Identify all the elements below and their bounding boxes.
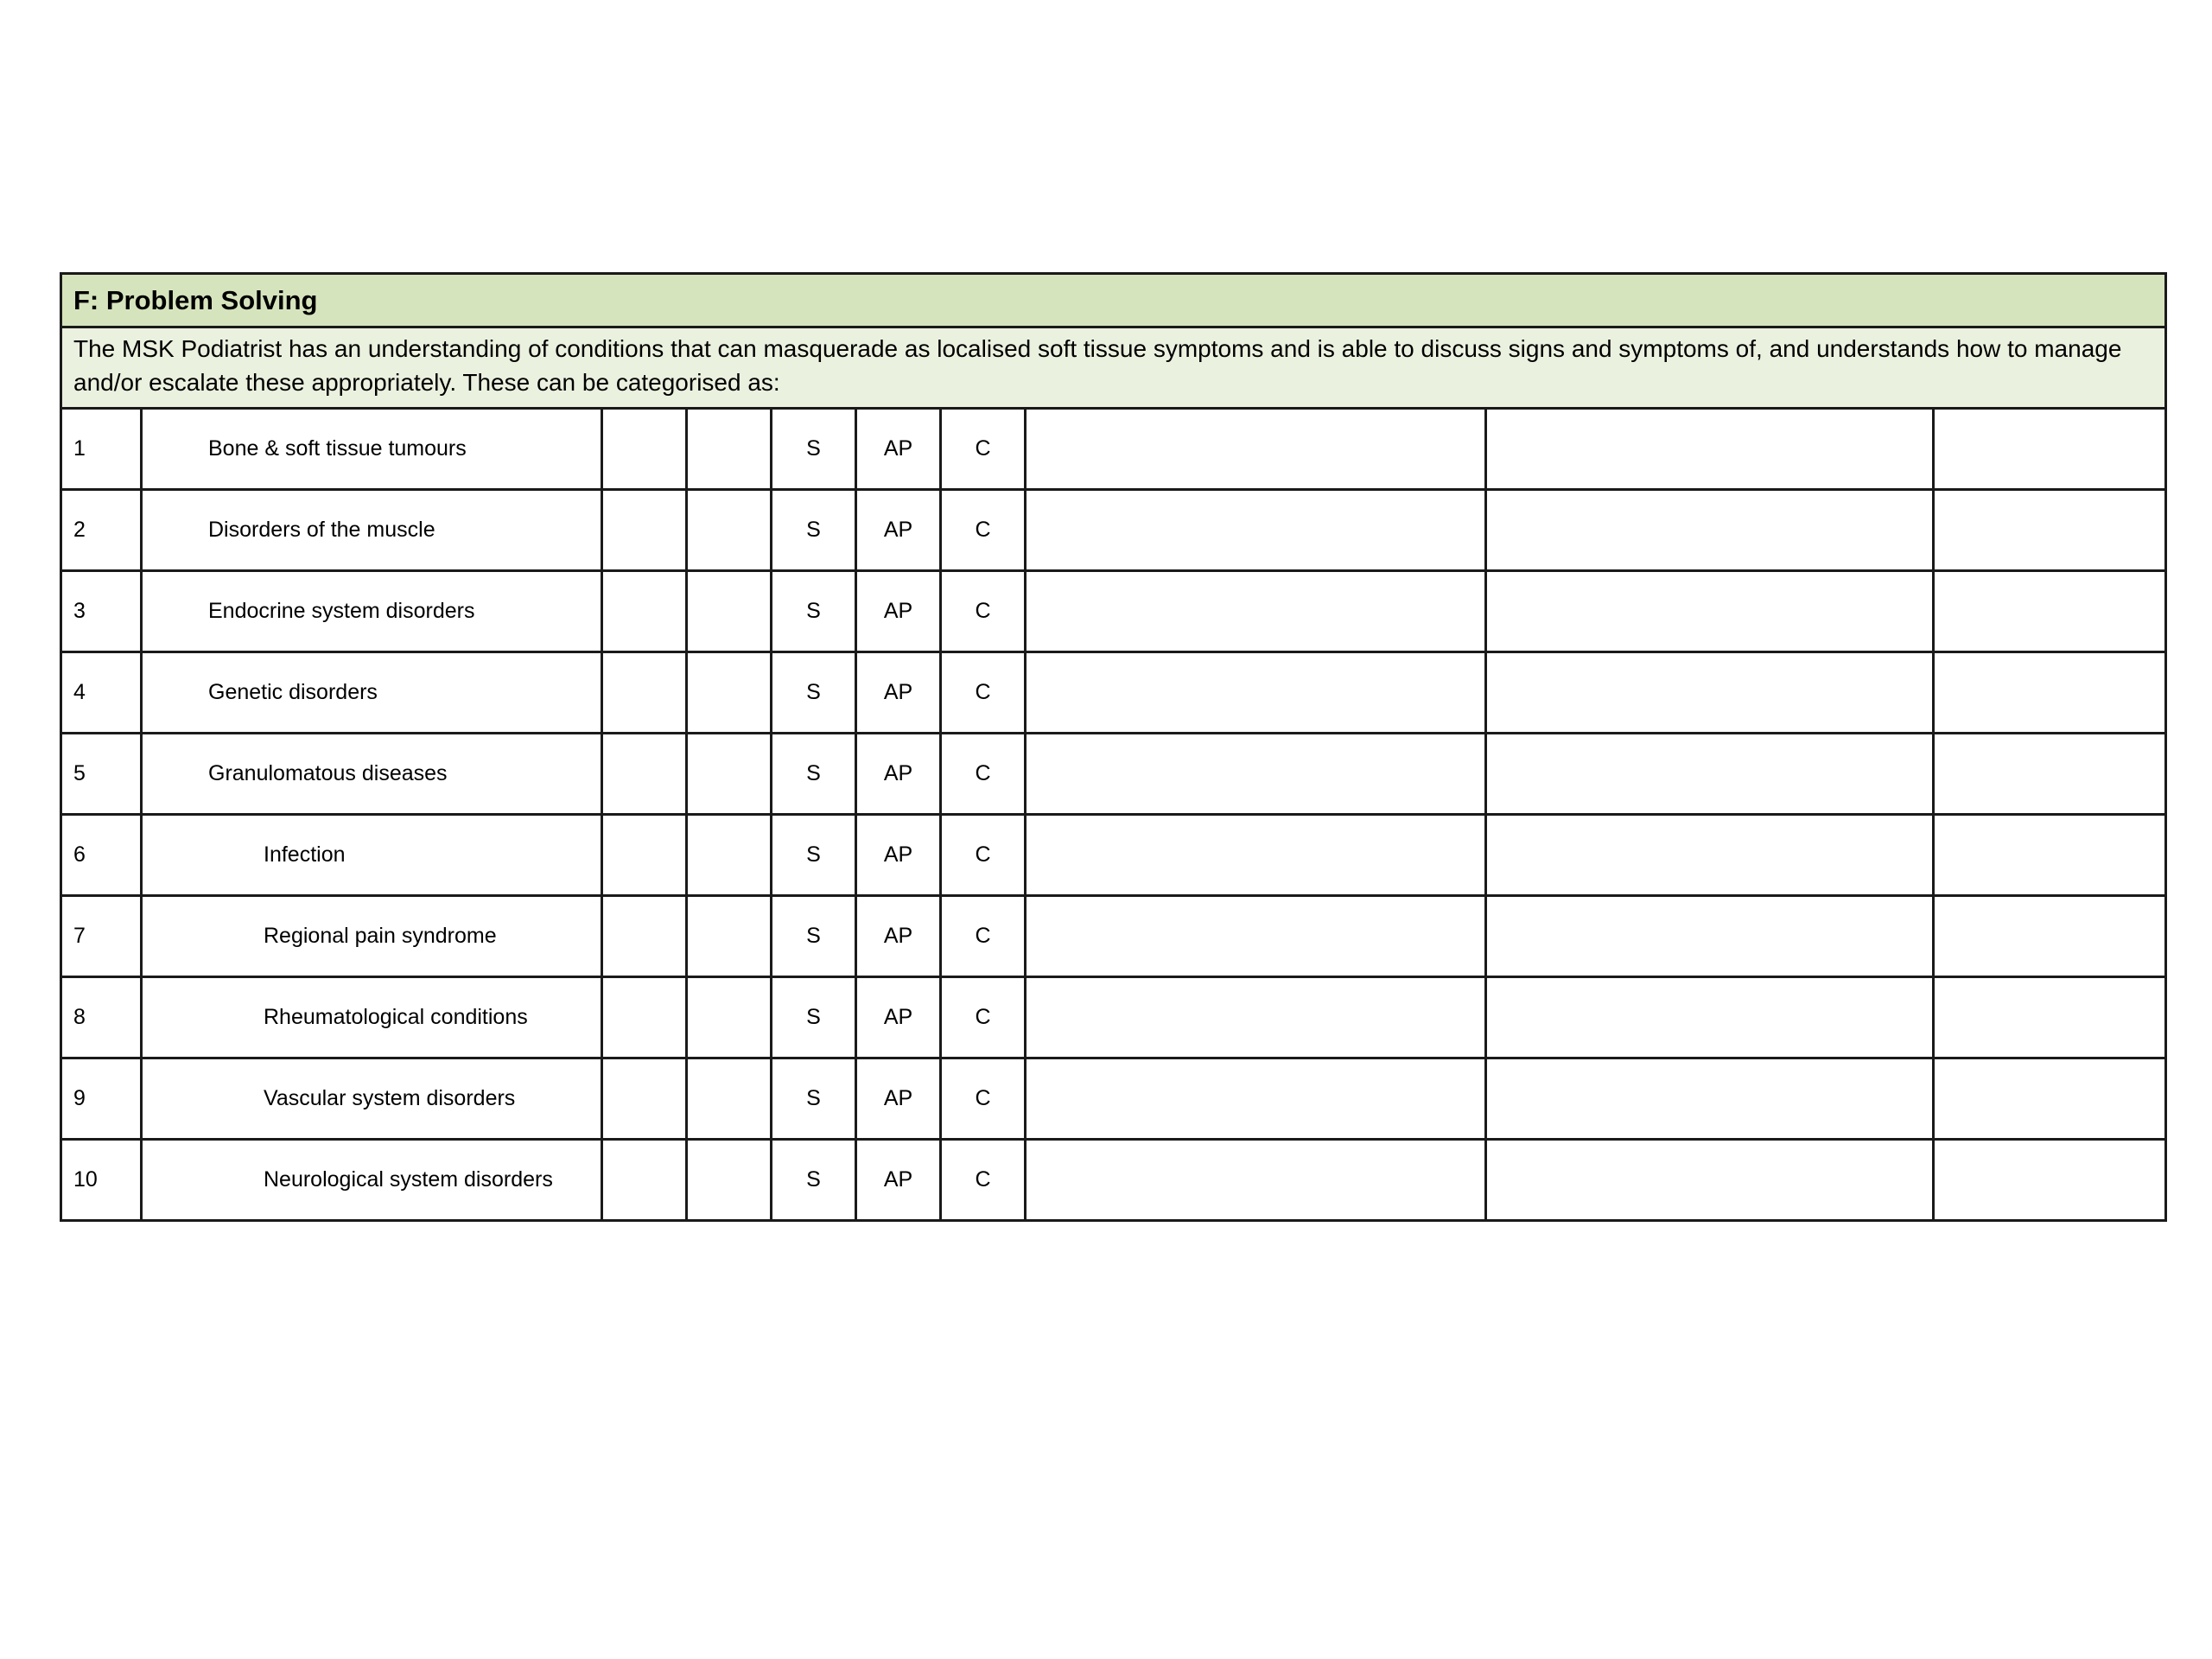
evidence-cell[interactable] [1026,409,1486,490]
blank-cell[interactable] [687,1058,772,1140]
row-number: 5 [61,734,142,815]
evidence-cell[interactable] [1026,571,1486,652]
notes-cell[interactable] [1486,490,1934,571]
evidence-cell[interactable] [1026,977,1486,1058]
blank-cell[interactable] [602,1058,687,1140]
blank-cell[interactable] [602,409,687,490]
condition-label: Neurological system disorders [142,1140,602,1221]
blank-cell[interactable] [687,815,772,896]
competency-table [60,272,2167,1222]
blank-cell[interactable] [687,1140,772,1221]
level-s[interactable]: S [772,571,856,652]
blank-cell[interactable] [687,571,772,652]
notes-cell[interactable] [1486,815,1934,896]
section-description-row [61,327,2166,409]
signoff-cell[interactable] [1934,815,2166,896]
row-number: 1 [61,409,142,490]
level-ap[interactable]: AP [856,896,941,977]
level-c[interactable]: C [941,896,1026,977]
notes-cell[interactable] [1486,1140,1934,1221]
condition-label: Bone & soft tissue tumours [142,409,602,490]
level-ap[interactable]: AP [856,977,941,1058]
evidence-cell[interactable] [1026,652,1486,734]
row-number: 8 [61,977,142,1058]
condition-label: Disorders of the muscle [142,490,602,571]
section-title-row [61,274,2166,327]
blank-cell[interactable] [602,490,687,571]
blank-cell[interactable] [602,815,687,896]
condition-label: Regional pain syndrome [142,896,602,977]
signoff-cell[interactable] [1934,409,2166,490]
notes-cell[interactable] [1486,896,1934,977]
blank-cell[interactable] [602,977,687,1058]
condition-label: Endocrine system disorders [142,571,602,652]
table-row [61,734,2166,815]
blank-cell[interactable] [602,652,687,734]
level-ap[interactable]: AP [856,409,941,490]
level-c[interactable]: C [941,977,1026,1058]
section-description: The MSK Podiatrist has an understanding of conditions that can masquerade as localised soft tissue symptoms and is able to discuss signs and symptoms of, and understands how to manage and/or escalate these appropriately. These can be categorised as: [61,327,2166,409]
blank-cell[interactable] [687,896,772,977]
level-c[interactable]: C [941,734,1026,815]
signoff-cell[interactable] [1934,652,2166,734]
blank-cell[interactable] [687,734,772,815]
evidence-cell[interactable] [1026,490,1486,571]
blank-cell[interactable] [687,409,772,490]
blank-cell[interactable] [687,977,772,1058]
condition-label: Vascular system disorders [142,1058,602,1140]
level-s[interactable]: S [772,734,856,815]
notes-cell[interactable] [1486,652,1934,734]
evidence-cell[interactable] [1026,1058,1486,1140]
level-s[interactable]: S [772,490,856,571]
row-number: 2 [61,490,142,571]
table-row [61,896,2166,977]
row-number: 7 [61,896,142,977]
level-c[interactable]: C [941,409,1026,490]
condition-label: Infection [142,815,602,896]
notes-cell[interactable] [1486,409,1934,490]
blank-cell[interactable] [687,652,772,734]
blank-cell[interactable] [602,571,687,652]
level-ap[interactable]: AP [856,1058,941,1140]
table-row [61,1140,2166,1221]
blank-cell[interactable] [602,896,687,977]
level-s[interactable]: S [772,409,856,490]
row-number: 6 [61,815,142,896]
notes-cell[interactable] [1486,734,1934,815]
level-c[interactable]: C [941,571,1026,652]
row-number: 10 [61,1140,142,1221]
level-s[interactable]: S [772,977,856,1058]
evidence-cell[interactable] [1026,815,1486,896]
competency-sheet [60,272,2164,1222]
signoff-cell[interactable] [1934,1058,2166,1140]
row-number: 4 [61,652,142,734]
notes-cell[interactable] [1486,977,1934,1058]
level-ap[interactable]: AP [856,734,941,815]
condition-label: Genetic disorders [142,652,602,734]
table-row [61,571,2166,652]
level-c[interactable]: C [941,490,1026,571]
notes-cell[interactable] [1486,571,1934,652]
evidence-cell[interactable] [1026,734,1486,815]
level-s[interactable]: S [772,1140,856,1221]
blank-cell[interactable] [602,734,687,815]
condition-label: Rheumatological conditions [142,977,602,1058]
table-row [61,490,2166,571]
evidence-cell[interactable] [1026,896,1486,977]
level-ap[interactable]: AP [856,652,941,734]
level-c[interactable]: C [941,1140,1026,1221]
signoff-cell[interactable] [1934,490,2166,571]
row-number: 9 [61,1058,142,1140]
table-row [61,815,2166,896]
signoff-cell[interactable] [1934,977,2166,1058]
level-c[interactable]: C [941,815,1026,896]
table-row [61,1058,2166,1140]
level-s[interactable]: S [772,896,856,977]
level-ap[interactable]: AP [856,815,941,896]
level-ap[interactable]: AP [856,1140,941,1221]
level-s[interactable]: S [772,1058,856,1140]
signoff-cell[interactable] [1934,896,2166,977]
table-row [61,409,2166,490]
level-ap[interactable]: AP [856,490,941,571]
level-ap[interactable]: AP [856,571,941,652]
signoff-cell[interactable] [1934,734,2166,815]
signoff-cell[interactable] [1934,1140,2166,1221]
level-c[interactable]: C [941,652,1026,734]
evidence-cell[interactable] [1026,1140,1486,1221]
blank-cell[interactable] [687,490,772,571]
signoff-cell[interactable] [1934,571,2166,652]
table-row [61,977,2166,1058]
level-s[interactable]: S [772,652,856,734]
notes-cell[interactable] [1486,1058,1934,1140]
blank-cell[interactable] [602,1140,687,1221]
condition-label: Granulomatous diseases [142,734,602,815]
section-title: F: Problem Solving [61,274,2166,327]
row-number: 3 [61,571,142,652]
level-s[interactable]: S [772,815,856,896]
level-c[interactable]: C [941,1058,1026,1140]
table-row [61,652,2166,734]
